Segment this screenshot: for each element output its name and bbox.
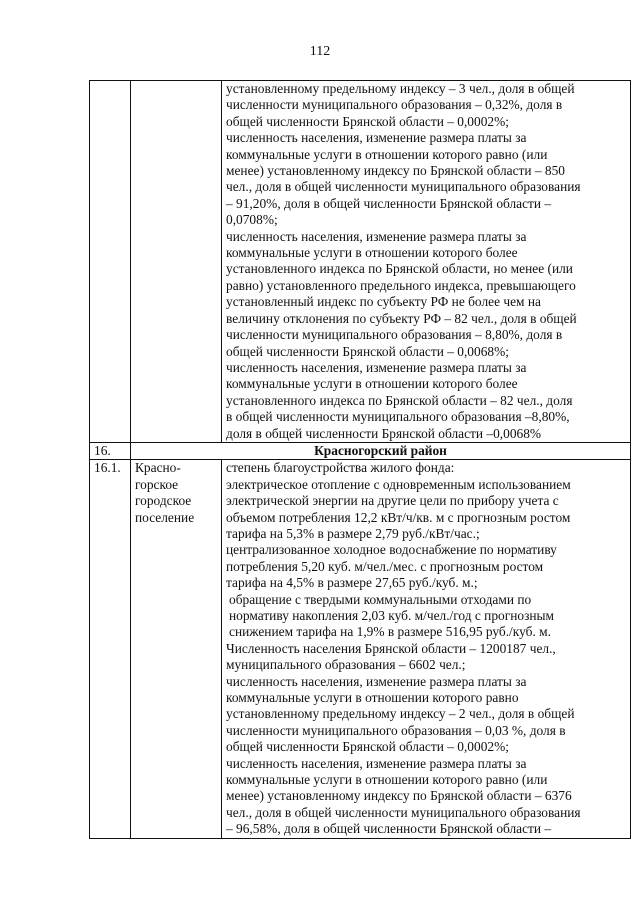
text-line: менее) установленному индексу по Брянской области – 850 [226, 163, 566, 179]
text-line: нормативу накопления 2,03 куб. м/чел./год с прогнозным [229, 608, 555, 623]
text-line: установленного индекса по Брянской области – 82 чел., доля [226, 392, 573, 408]
text-line: равно) установленного предельного индекса, превышающего [226, 277, 576, 293]
text-line: обращение с твердыми коммунальными отходами по [229, 591, 532, 607]
text-line: численность населения, изменение размера платы за [226, 755, 527, 771]
text-line: коммунальные услуги в отношении которого более [226, 376, 518, 392]
text-line: чел., доля в общей численности муниципального образования [226, 179, 581, 195]
text-line: снижением тарифа на 1,9% в размере 516,95 руб./куб. м. [229, 624, 551, 640]
text-line: 0,0708%; [226, 212, 278, 228]
text-line: численности муниципального образования – 8,80%, доля в [226, 327, 563, 343]
text-line: общей численности Брянской области – 0,0002%; [226, 113, 509, 129]
section-title-cell [131, 442, 631, 459]
text-line: Численность населения Брянской области – 1200187 чел., [226, 640, 556, 656]
text-line: тарифа на 4,5% в размере 27,65 руб./куб. м.; [226, 575, 478, 591]
text-line: общей численности Брянской области – 0,0068%; [226, 343, 509, 359]
text-line: численность населения, изменение размера платы за [226, 359, 527, 375]
table-row-section [90, 442, 631, 459]
text-line: установленному предельному индексу – 2 чел., доля в общей [226, 706, 575, 722]
text-line: объемом потребления 12,2 кВт/ч/кв. м с прогнозным ростом [226, 509, 571, 525]
row-number: 16.1. [94, 460, 121, 476]
text-line: коммунальные услуги в отношении которого равно (или [226, 146, 548, 162]
text-line: – 96,58%, доля в общей численности Брянской области – [226, 821, 552, 837]
text-line: чел., доля в общей численности муниципального образования [226, 804, 581, 820]
section-title: Красногорский район [314, 442, 447, 458]
cell-name [131, 81, 222, 443]
text-line: – 91,20%, доля в общей численности Брянской области – [226, 195, 552, 211]
cell-description [222, 81, 631, 443]
text-line: городское [135, 493, 192, 509]
text-line: муниципального образования – 6602 чел.; [226, 657, 466, 673]
text-line: численности муниципального образования – 0,03 %, доля в [226, 722, 566, 738]
text-line: коммунальные услуги в отношении которого более [226, 245, 518, 261]
text-line: установленного индекса по Брянской области, но менее (или [226, 261, 573, 277]
text-line: численность населения, изменение размера платы за [226, 228, 527, 244]
text-line: численность населения, изменение размера платы за [226, 130, 527, 146]
cell-number [90, 81, 131, 443]
text-line: менее) установленному индексу по Брянской области – 6376 [226, 788, 572, 804]
cell-number [90, 460, 131, 838]
text-line: численности муниципального образования – 0,32%, доля в [226, 97, 563, 113]
section-number-text: 16. [94, 442, 111, 458]
cell-description [222, 460, 631, 838]
text-line: численность населения, изменение размера платы за [226, 673, 527, 689]
text-line: установленному предельному индексу – 3 чел., доля в общей [226, 81, 575, 96]
table-row-16-1 [90, 460, 631, 838]
text-line: величину отклонения по субъекту РФ – 82 чел., доля в общей [226, 310, 577, 326]
text-line: степень благоустройства жилого фонда: [226, 460, 455, 476]
text-line: электрическое отопление с одновременным использованием [226, 476, 571, 492]
section-number [90, 442, 131, 459]
text-line: коммунальные услуги в отношении которого равно [226, 690, 519, 706]
text-line: централизованное холодное водоснабжение по нормативу [226, 542, 557, 558]
table-row-continuation [90, 81, 631, 443]
data-table [89, 80, 631, 839]
text-line: доля в общей численности Брянской области –0,0068% [226, 425, 542, 441]
text-line: Красно- [135, 460, 181, 476]
text-line: потребления 5,20 куб. м/чел./мес. с прогнозным ростом [226, 558, 544, 574]
text-line: тарифа на 5,3% в размере 2,79 руб./кВт/час.; [226, 525, 480, 541]
page-number: 112 [309, 44, 331, 59]
text-line: горское [135, 476, 179, 492]
text-line: коммунальные услуги в отношении которого равно (или [226, 772, 548, 788]
text-line: электрической энергии на другие цели по прибору учета с [226, 493, 559, 509]
text-line: общей численности Брянской области – 0,0002%; [226, 739, 509, 755]
text-line: в общей численности муниципального образования –8,80%, [226, 409, 570, 425]
text-line: поселение [135, 509, 195, 525]
text-line: установленный индекс по субъекту РФ не более чем на [226, 294, 541, 310]
cell-name [131, 460, 222, 838]
